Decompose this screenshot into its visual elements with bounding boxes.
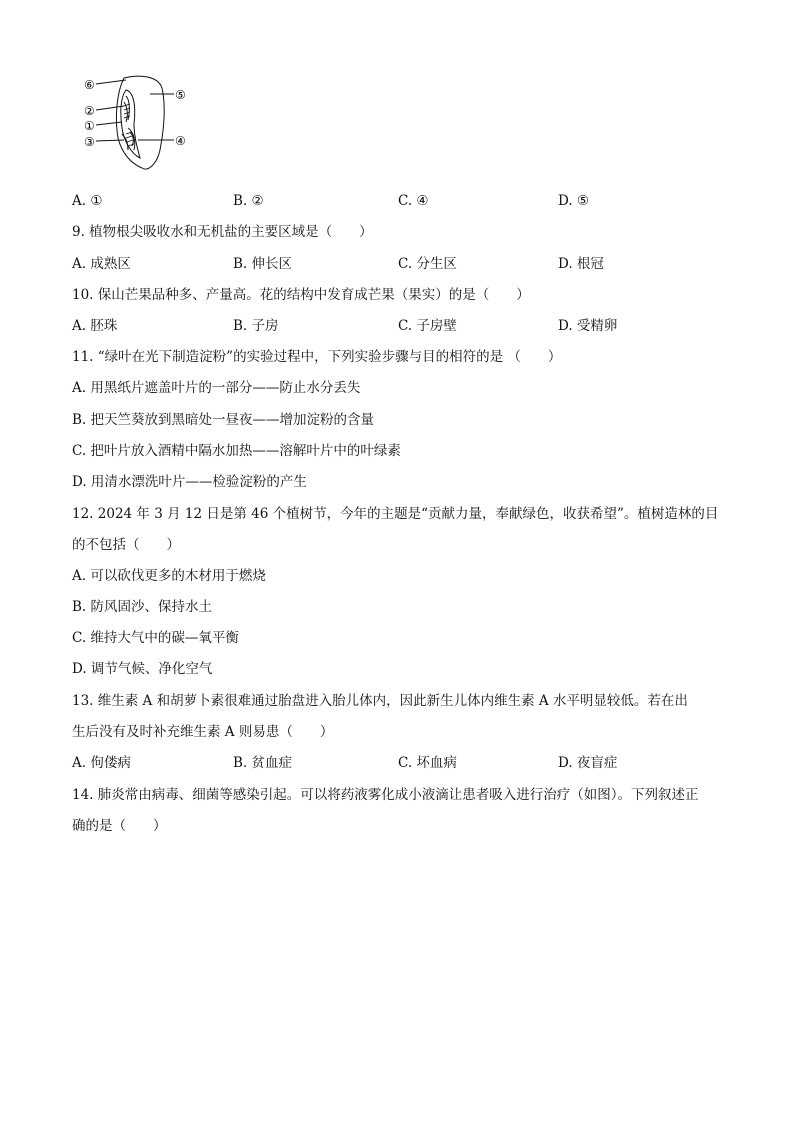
q12-option-d[interactable]: D. 调节气候、净化空气 bbox=[72, 661, 213, 677]
q9-option-a[interactable]: A. 成熟区 bbox=[72, 256, 131, 272]
q14-stem-line1: 14. 肺炎常由病毒、细菌等感染引起。可以将药液雾化成小液滴让患者吸入进行治疗（如图）。下列叙述正 bbox=[72, 787, 699, 803]
q11-option-a[interactable]: A. 用黑纸片遮盖叶片的一部分——防止水分丢失 bbox=[72, 380, 361, 396]
embryo-outline bbox=[121, 90, 140, 158]
q10-option-a[interactable]: A. 胚珠 bbox=[72, 318, 118, 334]
q12-stem-line2: 的不包括（ ） bbox=[72, 537, 180, 553]
q10-option-d[interactable]: D. 受精卵 bbox=[558, 318, 618, 334]
q12-option-c[interactable]: C. 维持大气中的碳—氧平衡 bbox=[72, 630, 239, 646]
seed-outline bbox=[116, 76, 164, 169]
q13-stem-line1: 13. 维生素 A 和胡萝卜素很难通过胎盘进入胎儿体内，因此新生儿体内维生素 A 水平明显较低。若在出 bbox=[72, 693, 688, 709]
label-4: ④ bbox=[175, 134, 186, 148]
q10-option-c[interactable]: C. 子房壁 bbox=[398, 318, 457, 334]
q9-stem: 9. 植物根尖吸收水和无机盐的主要区域是（ ） bbox=[72, 224, 373, 240]
label-6: ⑥ bbox=[84, 78, 95, 92]
q10-stem: 10. 保山芒果品种多、产量高。花的结构中发育成芒果（果实）的是（ ） bbox=[72, 287, 530, 303]
q8-options bbox=[72, 191, 732, 211]
q13-option-d[interactable]: D. 夜盲症 bbox=[558, 755, 618, 771]
q9-option-b[interactable]: B. 伸长区 bbox=[233, 256, 293, 272]
q11-option-d[interactable]: D. 用清水漂洗叶片——检验淀粉的产生 bbox=[72, 474, 307, 490]
q9-option-d[interactable]: D. 根冠 bbox=[558, 256, 604, 272]
q10-options bbox=[72, 316, 732, 336]
q13-option-a[interactable]: A. 佝偻病 bbox=[72, 755, 131, 771]
label-5: ⑤ bbox=[175, 88, 186, 102]
seed-diagram bbox=[82, 72, 202, 172]
label-2: ② bbox=[84, 104, 95, 118]
q11-stem: 11. “绿叶在光下制造淀粉”的实验过程中，下列实验步骤与目的相符的是 （ ） bbox=[72, 349, 562, 365]
q13-option-b[interactable]: B. 贫血症 bbox=[233, 755, 293, 771]
q8-option-d[interactable]: D. ⑤ bbox=[558, 193, 590, 209]
q13-stem-line2: 生后没有及时补充维生素 A 则易患（ ） bbox=[72, 724, 334, 740]
q8-option-c[interactable]: C. ④ bbox=[398, 193, 429, 209]
q13-option-c[interactable]: C. 坏血病 bbox=[398, 755, 457, 771]
q8-option-a[interactable]: A. ① bbox=[72, 193, 103, 209]
q12-option-b[interactable]: B. 防风固沙、保持水土 bbox=[72, 599, 213, 615]
q11-option-b[interactable]: B. 把天竺葵放到黑暗处一昼夜——增加淀粉的含量 bbox=[72, 412, 375, 428]
q11-option-c[interactable]: C. 把叶片放入酒精中隔水加热——溶解叶片中的叶绿素 bbox=[72, 443, 401, 459]
q9-options bbox=[72, 254, 732, 274]
q13-options bbox=[72, 753, 732, 773]
q14-stem-line2: 确的是（ ） bbox=[72, 818, 167, 834]
label-1: ① bbox=[84, 119, 95, 133]
q10-option-b[interactable]: B. 子房 bbox=[233, 318, 279, 334]
q12-option-a[interactable]: A. 可以砍伐更多的木材用于燃烧 bbox=[72, 568, 266, 584]
label-3: ③ bbox=[84, 135, 95, 149]
q8-option-b[interactable]: B. ② bbox=[233, 193, 264, 209]
q12-stem-line1: 12. 2024 年 3 月 12 日是第 46 个植树节，今年的主题是“贡献力量，奉献绿色，收获希望”。植树造林的目 bbox=[72, 506, 719, 522]
q9-option-c[interactable]: C. 分生区 bbox=[398, 256, 457, 272]
